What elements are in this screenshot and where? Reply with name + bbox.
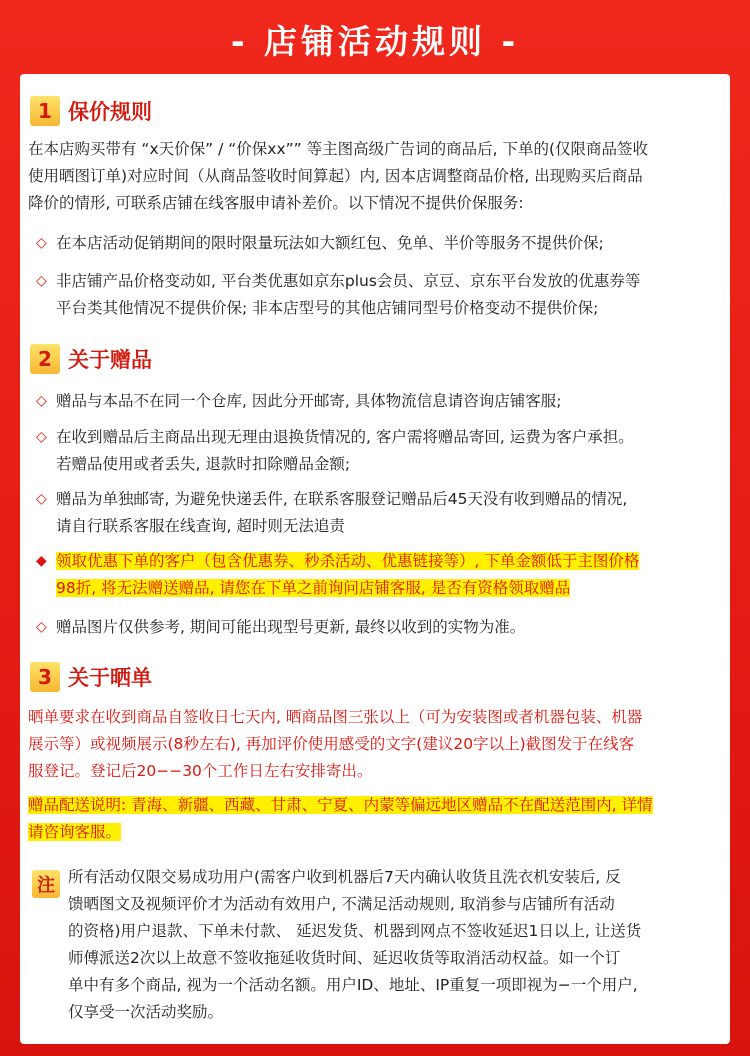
diamond-icon: ◇	[36, 235, 47, 251]
text-line: 非店铺产品价格变动如, 平台类优惠如京东plus会员、京豆、京东平台发放的优惠券等	[56, 272, 641, 290]
highlighted-text-line: 领取优惠下单的客户（包含优惠券、秒杀活动、优惠链接等）, 下单金额低于主图价格	[56, 552, 640, 570]
list-item	[36, 486, 730, 540]
diamond-icon: ◇	[36, 273, 47, 289]
diamond-icon: ◇	[36, 429, 47, 445]
text-line: 赠品为单独邮寄, 为避免快递丢件, 在联系客服登记赠品后45天没有收到赠品的情况,	[56, 490, 628, 508]
section-header-review-posting	[30, 660, 152, 694]
section-number-badge: 3	[30, 662, 60, 692]
gift-delivery-notice	[28, 792, 730, 846]
page-title: - 店铺活动规则 -	[230, 22, 520, 61]
text-line: 仅享受一次活动奖励。	[68, 1003, 224, 1021]
note-text	[68, 864, 730, 1026]
text-line: 赠品与本品不在同一个仓库, 因此分开邮寄, 具体物流信息请咨询店铺客服;	[56, 392, 562, 410]
text-line: 降价的情形, 可联系店铺在线客服申请补差价。以下情况不提供价保服务:	[28, 194, 524, 212]
list-item	[36, 424, 730, 478]
highlighted-text-line: 98折, 将无法赠送赠品, 请您在下单之前询问店铺客服, 是否有资格领取赠品	[56, 579, 571, 597]
text-line: 在收到赠品后主商品出现无理由退换货情况的, 客户需将赠品寄回, 运费为客户承担。	[56, 428, 634, 446]
highlighted-text-line: 请咨询客服。	[28, 823, 122, 841]
text-line: 的资格)用户退款、下单未付款、 延迟发货、机器到网点不签收延迟1日以上, 让送货	[68, 922, 642, 940]
text-line: 赠品图片仅供参考, 期间可能出现型号更新, 最终以收到的实物为准。	[56, 618, 526, 636]
text-line: 所有活动仅限交易成功用户(需客户收到机器后7天内确认收货且洗衣机安装后, 反	[68, 868, 621, 886]
text-line: 服登记。登记后20−−30个工作日左右安排寄出。	[28, 762, 373, 780]
text-line: 若赠品使用或者丢失, 退款时扣除赠品金额;	[56, 455, 351, 473]
list-item	[36, 614, 730, 641]
section-header-gifts	[30, 342, 152, 376]
text-line: 师傅派送2次以上故意不签收拖延收货时间、延迟收货等取消活动权益。如一个订	[68, 949, 621, 967]
review-posting-intro	[28, 704, 730, 785]
diamond-icon: ◇	[36, 393, 47, 409]
list-item	[36, 230, 730, 257]
text-line: 使用晒图订单)对应时间（从商品签收时间算起）内, 因本店调整商品价格, 出现购买后商品	[28, 167, 643, 185]
section-title: 关于晒单	[68, 666, 152, 690]
text-line: 在本店购买带有 “x天价保” / “价保xx”” 等主图高级广告词的商品后, 下单的(仅限商品签收	[28, 140, 649, 158]
text-line: 单中有多个商品, 视为一个活动名额。用户ID、地址、IP重复一项即视为−一个用户,	[68, 976, 638, 994]
diamond-icon: ◇	[36, 491, 47, 507]
text-line: 在本店活动促销期间的限时限量玩法如大额红包、免单、半价等服务不提供价保;	[56, 234, 604, 252]
text-line: 请自行联系客服在线查询, 超时则无法追责	[56, 517, 345, 535]
note-badge: 注	[32, 870, 60, 898]
price-protection-intro	[28, 136, 730, 217]
section-header-price-protection	[30, 94, 152, 128]
diamond-icon: ◇	[36, 619, 47, 635]
section-number-badge: 2	[30, 344, 60, 374]
highlighted-list-item	[36, 548, 730, 602]
highlighted-text-line: 赠品配送说明: 青海、新疆、西藏、甘肃、宁夏、内蒙等偏远地区赠品不在配送范围内, 详情	[28, 796, 653, 814]
list-item	[36, 388, 730, 415]
text-line: 展示等）或视频展示(8秒左右), 再加评价使用感受的文字(建议20字以上)截图发于在线客	[28, 735, 635, 753]
text-line: 晒单要求在收到商品自签收日七天内, 晒商品图三张以上（可为安装图或者机器包装、机器	[28, 708, 643, 726]
text-line: 平台类其他情况不提供价保; 非本店型号的其他店铺同型号价格变动不提供价保;	[56, 299, 599, 317]
section-title: 关于赠品	[68, 348, 152, 372]
section-title: 保价规则	[68, 100, 152, 124]
list-item	[36, 268, 730, 322]
filled-diamond-icon: ◆	[36, 553, 47, 569]
text-line: 馈晒图文及视频评价才为活动有效用户, 不满足活动规则, 取消参与店铺所有活动	[68, 895, 615, 913]
section-number-badge: 1	[30, 96, 60, 126]
